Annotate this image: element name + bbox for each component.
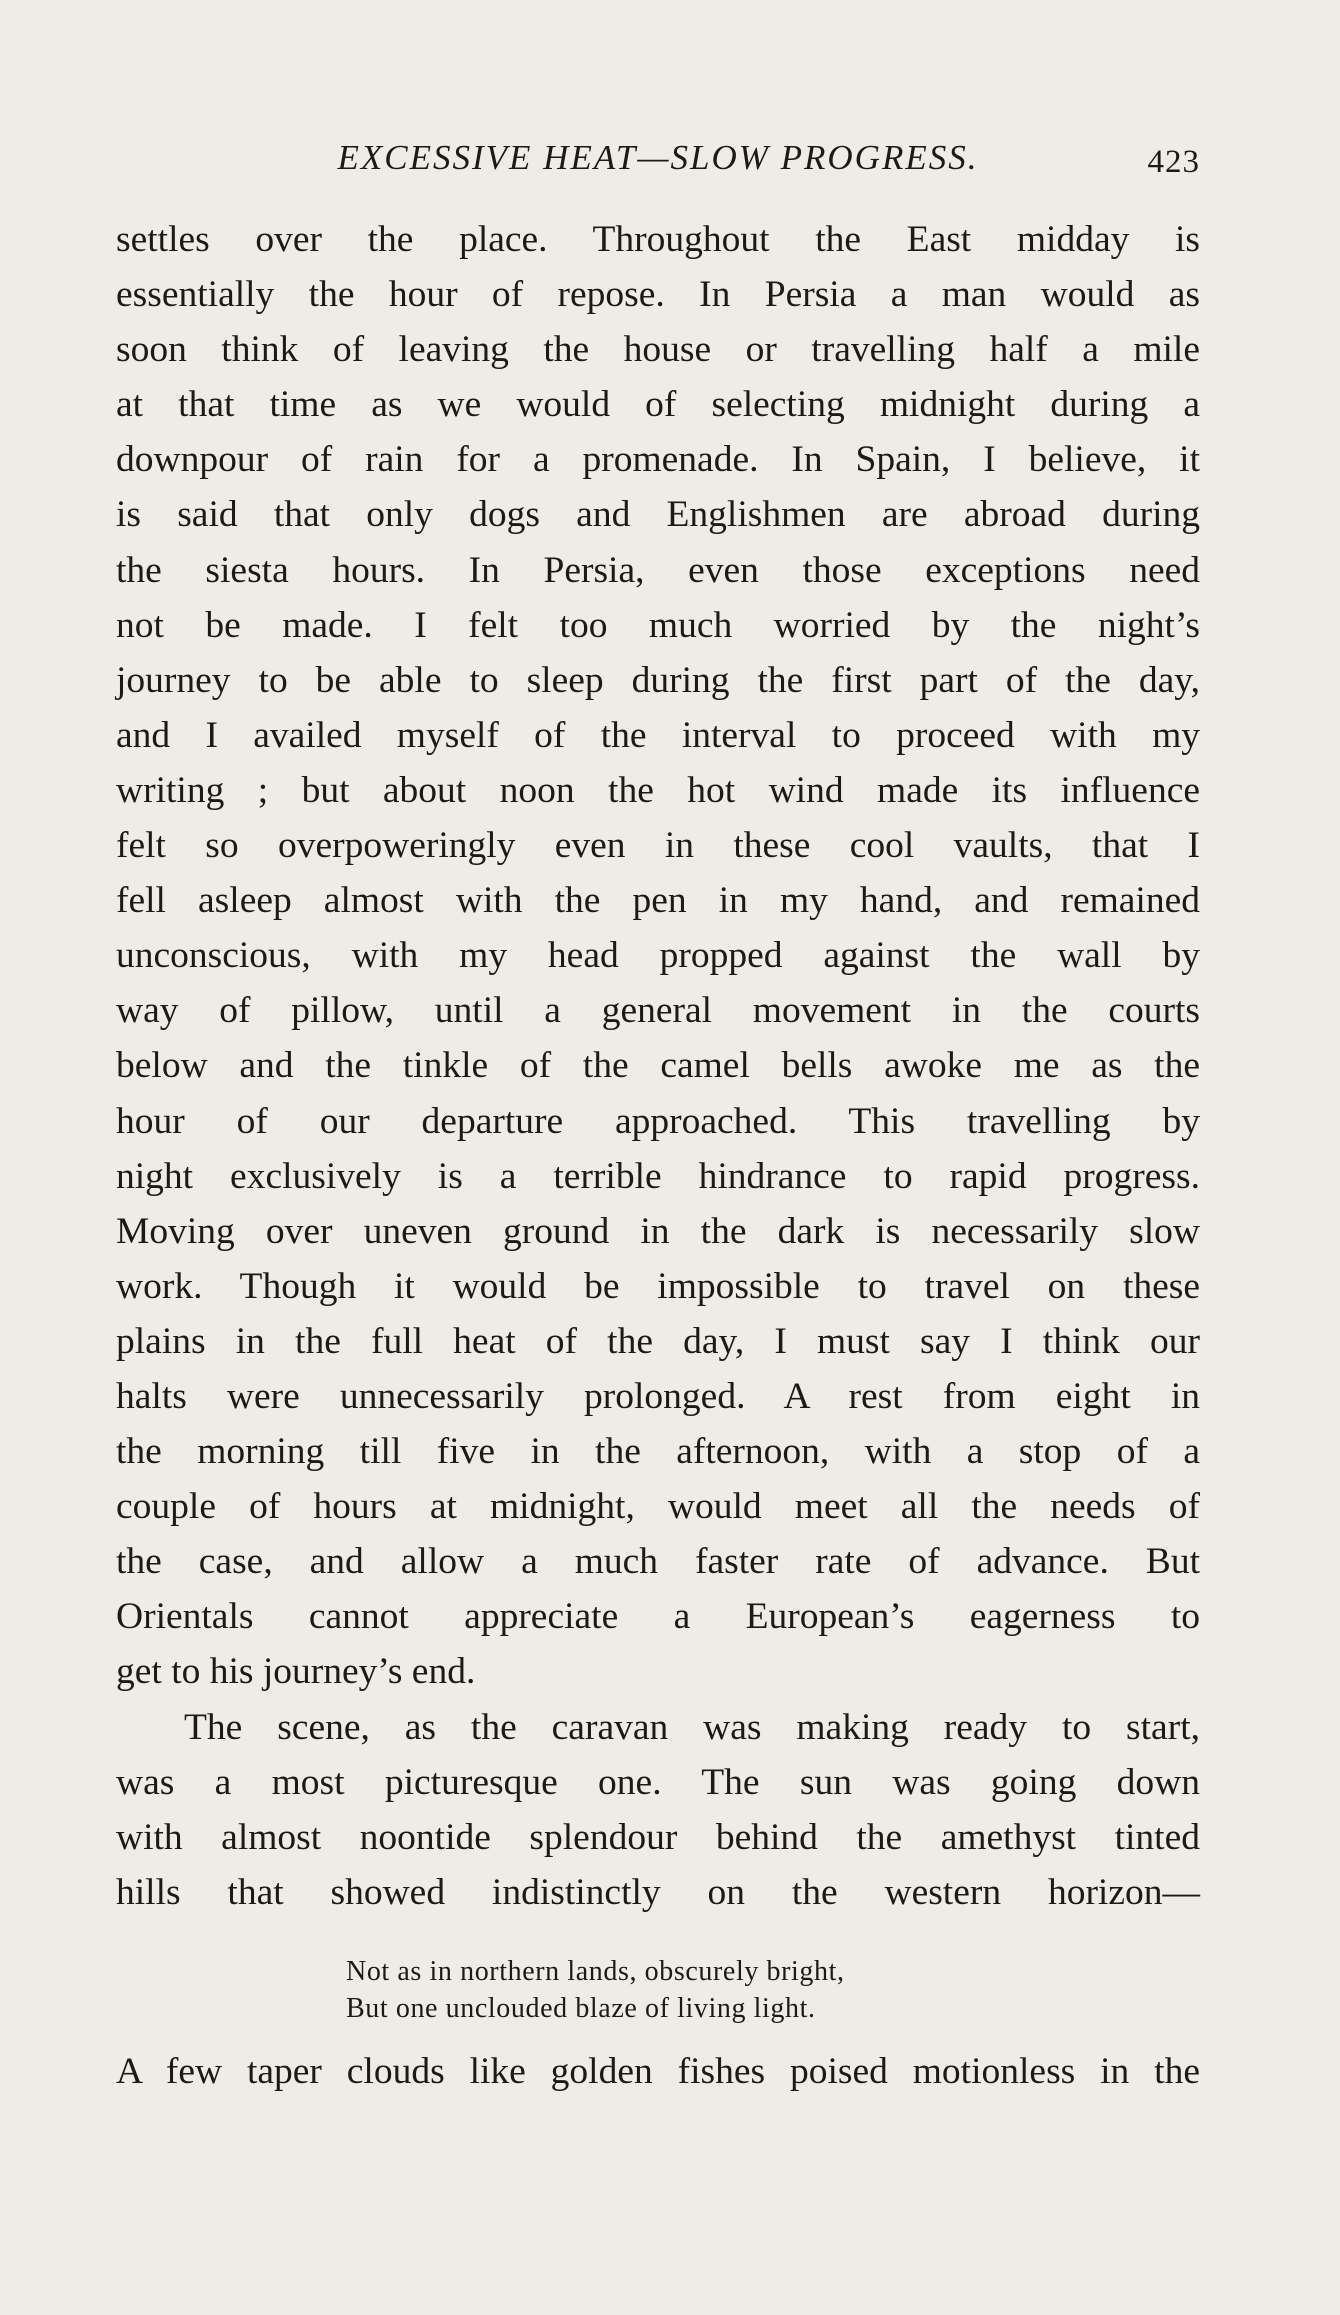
text-line: work. Though it would be impossible to travel on these [116,1265,1200,1307]
text-line: and I availed myself of the interval to proceed with my [116,714,1200,756]
text-line: with almost noontide splendour behind the amethyst tinted [116,1816,1200,1858]
text-line: is said that only dogs and Englishmen are abroad during [116,494,1200,536]
text-line: way of pillow, until a general movement in the courts [116,990,1200,1032]
verse-line: But one unclouded blaze of living light. [346,1993,816,2024]
text-line: fell asleep almost with the pen in my hand, and remained [116,880,1200,922]
body-text [116,212,1200,1920]
closing-paragraph [116,2044,1200,2099]
text-line: essentially the hour of repose. In Persia a man would as [116,274,1200,316]
text-line: soon think of leaving the house or travelling half a mile [116,329,1200,371]
text-line: journey to be able to sleep during the first part of the day, [116,659,1200,701]
verse-quotation [346,1953,1046,2027]
text-line: below and the tinkle of the camel bells awoke me as the [116,1045,1200,1087]
text-line: couple of hours at midnight, would meet all the needs of [116,1486,1200,1528]
paragraph-2 [116,1700,1200,1920]
text-line: the morning till five in the afternoon, with a stop of a [116,1431,1200,1473]
text-line: Moving over uneven ground in the dark is necessarily slow [116,1210,1200,1252]
text-line: hour of our departure approached. This travelling by [116,1100,1200,1142]
text-line: writing ; but about noon the hot wind made its influence [116,769,1200,811]
text-line: settles over the place. Throughout the East midday is [116,219,1200,260]
text-line: not be made. I felt too much worried by the night’s [116,604,1200,646]
text-line: the siesta hours. In Persia, even those exceptions need [116,549,1200,591]
text-line: felt so overpoweringly even in these cool vaults, that I [116,825,1200,867]
text-line: the case, and allow a much faster rate of advance. But [116,1541,1200,1583]
text-line: downpour of rain for a promenade. In Spain, I believe, it [116,439,1200,481]
paragraph-1 [116,212,1200,1700]
page-number: 423 [1147,144,1200,180]
verse-line: Not as in northern lands, obscurely bright, [346,1956,845,1987]
text-line: halts were unnecessarily prolonged. A rest from eight in [116,1375,1200,1417]
text-line: unconscious, with my head propped against the wall by [116,935,1200,977]
text-line: was a most picturesque one. The sun was going down [116,1761,1200,1803]
text-line: Orientals cannot appreciate a European’s eagerness to [116,1596,1200,1638]
text-line: hills that showed indistinctly on the western horizon— [116,1871,1200,1913]
text-line: at that time as we would of selecting midnight during a [116,384,1200,426]
text-line: A few taper clouds like golden fishes poised motionless in the [116,2051,1200,2092]
text-line: The scene, as the caravan was making ready to start, [184,1706,1200,1748]
text-line: get to his journey’s end. [116,1651,476,1693]
running-title: EXCESSIVE HEAT—SLOW PROGRESS. [337,138,979,177]
text-line: plains in the full heat of the day, I must say I think our [116,1320,1200,1362]
running-head [116,136,1200,180]
text-line: night exclusively is a terrible hindrance to rapid progress. [116,1155,1200,1197]
